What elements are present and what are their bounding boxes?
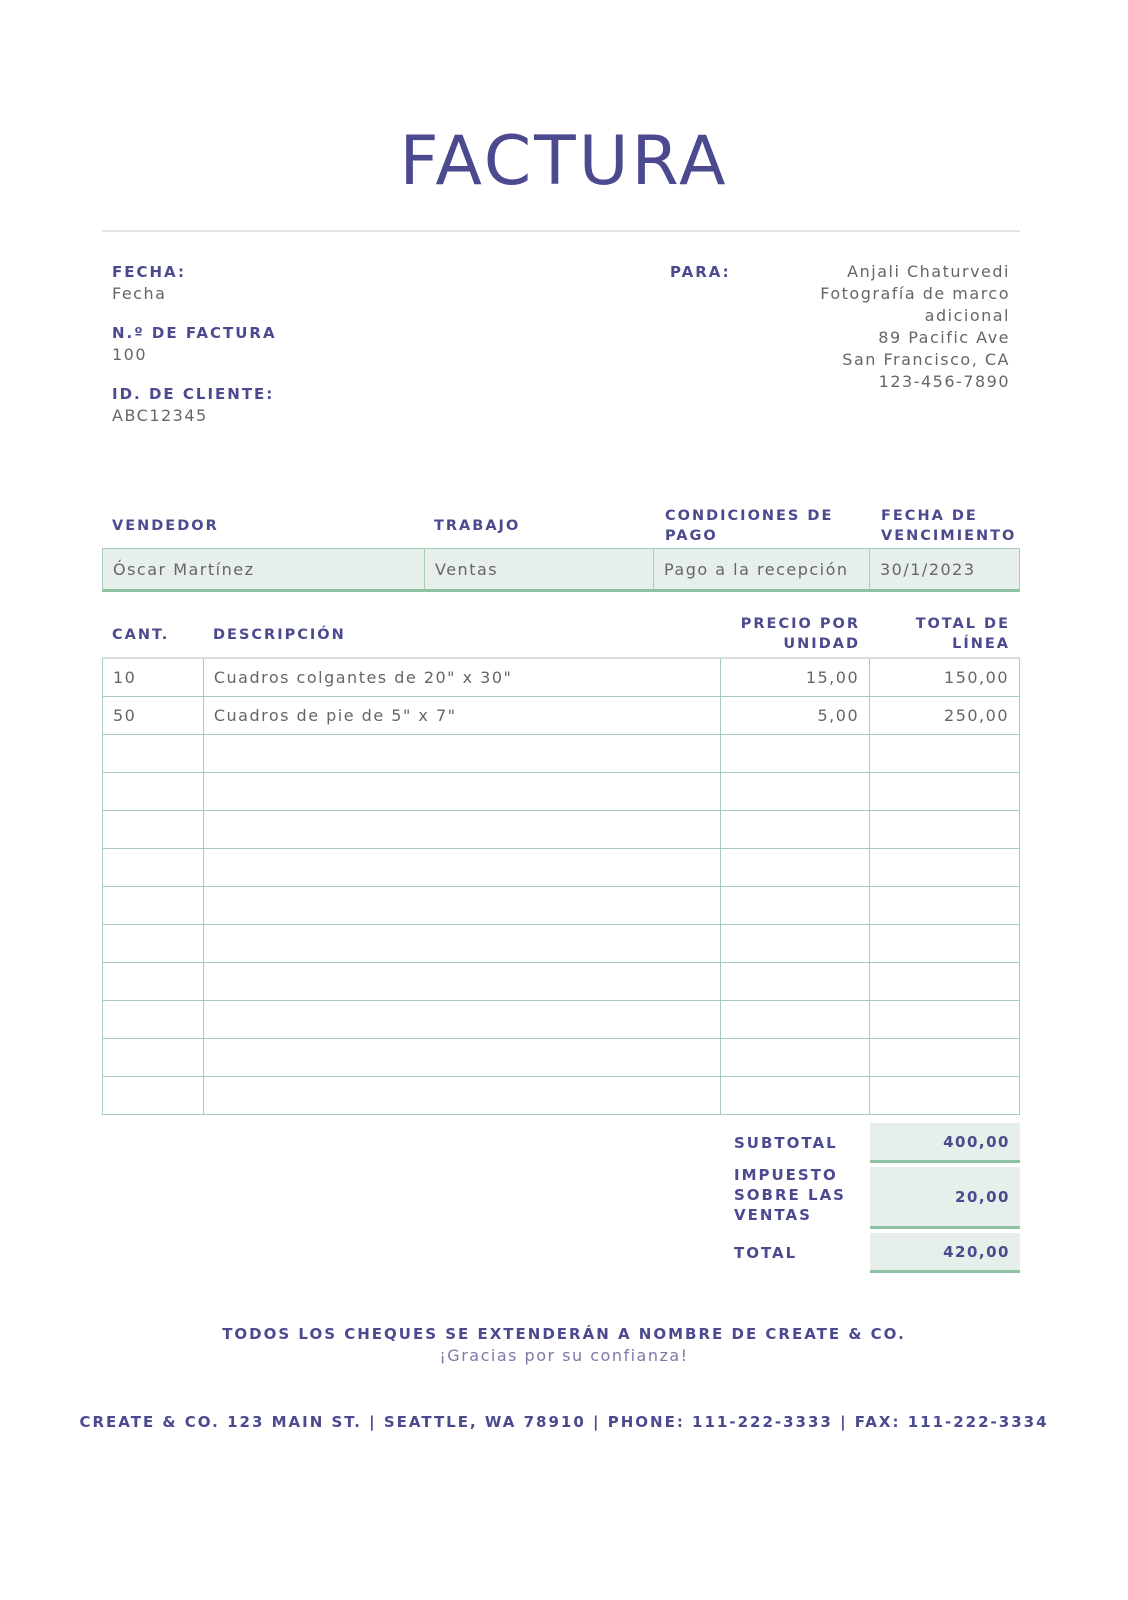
factura-label: N.º DE FACTURA [112,324,277,342]
item-unit-price [721,1038,870,1076]
item-description [203,772,720,810]
item-line-total [870,734,1020,772]
total-header-line2: LÍNEA [952,636,1010,652]
table-row [103,658,1020,696]
subtotal-value: 400,00 [870,1123,1020,1163]
company-info: CREATE & CO. 123 MAIN ST. | SEATTLE, WA 78910 | PHONE: 111-222-3333 | FAX: 111-222-3334 [79,1413,1049,1431]
item-line-total [870,962,1020,1000]
item-line-total [870,1038,1020,1076]
item-description [203,734,720,772]
recipient-street: 89 Pacific Ave [878,328,1010,347]
item-line-total [870,810,1020,848]
impuesto-label-line3: VENTAS [734,1206,812,1224]
condiciones-header-line2: PAGO [665,528,718,544]
item-qty [103,848,204,886]
item-qty [103,962,204,1000]
item-qty: 50 [103,696,204,734]
fecha-value: Fecha [112,284,167,303]
cant-header: CANT. [112,627,170,643]
vencimiento-header [881,506,1016,546]
item-line-total: 150,00 [870,658,1020,696]
thanks-note: ¡Gracias por su confianza! [439,1346,689,1365]
condiciones-header [665,506,833,546]
subtotal-label: SUBTOTAL [734,1134,838,1152]
item-description: Cuadros de pie de 5" x 7" [203,696,720,734]
vendedor-header: VENDEDOR [112,518,219,534]
item-unit-price [721,734,870,772]
item-description [203,924,720,962]
recipient-company: Fotografía de marco [820,284,1010,303]
item-line-total [870,1076,1020,1114]
impuesto-label-line1: IMPUESTO [734,1166,838,1184]
para-label: PARA: [670,263,731,281]
item-qty [103,1000,204,1038]
condiciones-header-line1: CONDICIONES DE [665,508,834,524]
item-qty [103,1038,204,1076]
item-unit-price [721,1000,870,1038]
precio-header-line1: PRECIO POR [740,616,860,632]
item-qty [103,924,204,962]
precio-header [700,614,860,654]
item-unit-price [721,848,870,886]
table-row [103,772,1020,810]
item-description [203,1076,720,1114]
invoice-title: FACTURA [399,122,729,201]
item-line-total [870,848,1020,886]
condiciones-value: Pago a la recepción [654,549,870,589]
recipient-name: Anjali Chaturvedi [847,262,1010,281]
impuesto-value: 20,00 [870,1167,1020,1229]
vencimiento-header-line2: VENCIMIENTO [881,528,1017,544]
total-header [880,614,1010,654]
trabajo-header: TRABAJO [434,518,521,534]
trabajo-value: Ventas [425,549,654,589]
item-line-total [870,886,1020,924]
item-description [203,848,720,886]
item-line-total [870,924,1020,962]
vencimiento-value: 30/1/2023 [880,559,976,579]
descripcion-header: DESCRIPCIÓN [213,627,346,643]
title-divider [102,230,1020,232]
item-qty: 10 [103,658,204,696]
item-unit-price: 5,00 [721,696,870,734]
item-qty [103,1076,204,1114]
fecha-label: FECHA: [112,263,186,281]
table-row [103,1076,1020,1114]
items-table [102,657,1020,1115]
table-row [103,734,1020,772]
cliente-label: ID. DE CLIENTE: [112,385,275,403]
item-qty [103,772,204,810]
item-qty [103,734,204,772]
item-line-total [870,1000,1020,1038]
vendedor-value: Óscar Martínez [103,549,425,589]
item-unit-price [721,962,870,1000]
item-description [203,886,720,924]
table-row [103,810,1020,848]
table-row [103,696,1020,734]
item-unit-price [721,1076,870,1114]
item-description [203,962,720,1000]
recipient-city: San Francisco, CA [842,350,1010,369]
job-info-row [102,548,1020,592]
recipient-company-cont: adicional [924,306,1010,325]
total-header-line1: TOTAL DE [915,616,1010,632]
precio-header-line2: UNIDAD [783,636,860,652]
table-row [103,848,1020,886]
factura-value: 100 [112,345,148,364]
item-description [203,810,720,848]
recipient-phone: 123-456-7890 [878,372,1010,391]
recipient-address [770,261,1010,393]
item-qty [103,810,204,848]
table-row [103,1000,1020,1038]
table-row [103,886,1020,924]
item-qty [103,886,204,924]
total-value: 420,00 [870,1233,1020,1273]
table-row [103,1038,1020,1076]
vencimiento-header-line1: FECHA DE [881,508,978,524]
table-row [103,924,1020,962]
item-description [203,1000,720,1038]
item-unit-price: 15,00 [721,658,870,696]
cliente-value: ABC12345 [112,406,208,425]
cheques-note: TODOS LOS CHEQUES SE EXTENDERÁN A NOMBRE DE CREATE & CO. [222,1325,906,1343]
item-line-total: 250,00 [870,696,1020,734]
item-description: Cuadros colgantes de 20" x 30" [203,658,720,696]
impuesto-label-line2: SOBRE LAS [734,1186,846,1204]
table-row [103,962,1020,1000]
total-label: TOTAL [734,1244,798,1262]
item-description [203,1038,720,1076]
item-unit-price [721,810,870,848]
item-unit-price [721,772,870,810]
impuesto-label [734,1165,846,1225]
item-line-total [870,772,1020,810]
item-unit-price [721,924,870,962]
item-unit-price [721,886,870,924]
